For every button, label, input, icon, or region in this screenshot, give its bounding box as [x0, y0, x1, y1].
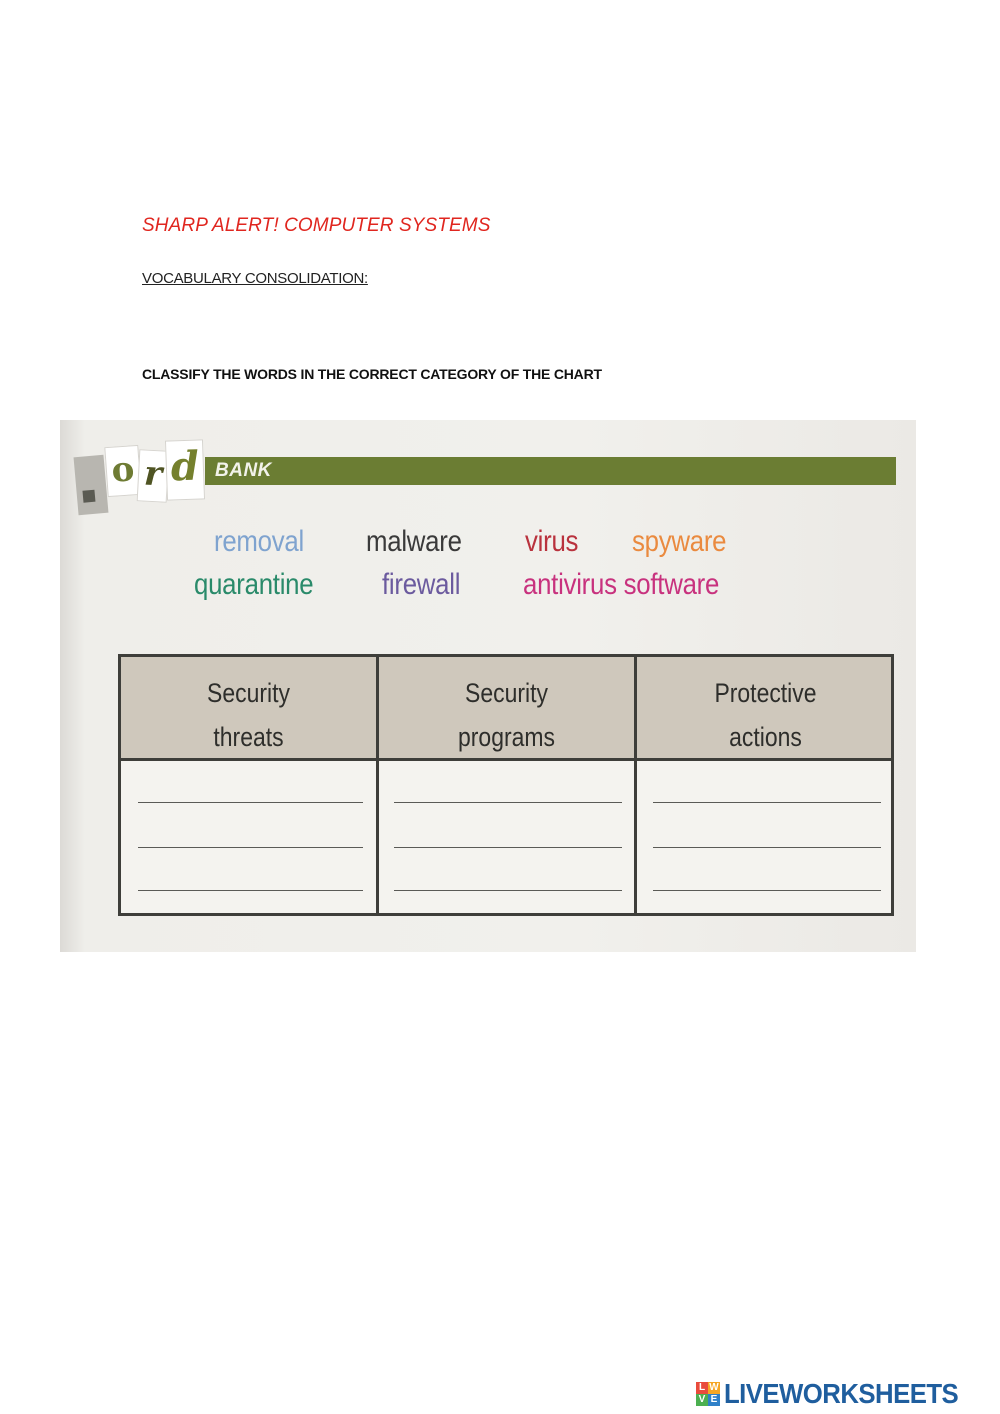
word-antivirus-software: antivirus software	[523, 568, 720, 601]
word-logo-letter-r: r	[137, 449, 170, 502]
column-header-line: Security	[465, 678, 548, 708]
liveworksheets-brand-text: LIVEWORKSHEETS	[724, 1378, 959, 1409]
word-firewall: firewall	[382, 568, 461, 601]
column-header-line: actions	[729, 722, 802, 752]
answer-line[interactable]	[653, 802, 881, 803]
liveworksheets-logo-icon	[696, 1382, 720, 1406]
word-bank-image	[60, 420, 916, 952]
word-logo-letter-o: o	[104, 445, 141, 497]
column-divider	[376, 657, 379, 913]
column-header-security-threats	[140, 671, 357, 759]
word-virus: virus	[525, 525, 579, 558]
column-header-line: Security	[207, 678, 290, 708]
page-title: SHARP ALERT! COMPUTER SYSTEMS	[142, 215, 491, 236]
word-malware: malware	[366, 525, 462, 558]
answer-line[interactable]	[394, 802, 622, 803]
column-header-line: Protective	[714, 678, 817, 708]
column-header-line: threats	[213, 722, 284, 752]
column-header-line: programs	[458, 722, 555, 752]
instruction-text: CLASSIFY THE WORDS IN THE CORRECT CATEGORY OF THE CHART	[142, 366, 602, 382]
logo-tile: L	[696, 1382, 708, 1394]
column-header-protective-actions	[656, 671, 874, 759]
answer-line[interactable]	[653, 890, 881, 891]
answer-line[interactable]	[138, 847, 363, 848]
word-spyware: spyware	[632, 525, 727, 558]
liveworksheets-footer[interactable]	[696, 1378, 996, 1410]
word-quarantine: quarantine	[194, 568, 314, 601]
word-bank-label: BANK	[215, 460, 272, 481]
answer-line[interactable]	[394, 890, 622, 891]
word-logo-letter-d: d	[165, 439, 205, 500]
column-header-security-programs	[398, 671, 615, 759]
answer-line[interactable]	[138, 890, 363, 891]
word-removal: removal	[214, 525, 304, 558]
answer-line[interactable]	[394, 847, 622, 848]
answer-line[interactable]	[138, 802, 363, 803]
section-subtitle: VOCABULARY CONSOLIDATION:	[142, 270, 368, 287]
logo-tile: W	[709, 1382, 719, 1393]
word-logo-w-block	[74, 455, 109, 515]
column-divider	[634, 657, 637, 913]
answer-line[interactable]	[653, 847, 881, 848]
classification-chart	[118, 654, 894, 916]
logo-tile: V	[696, 1394, 708, 1406]
word-bank-bar	[205, 457, 896, 485]
logo-tile: E	[708, 1394, 720, 1406]
